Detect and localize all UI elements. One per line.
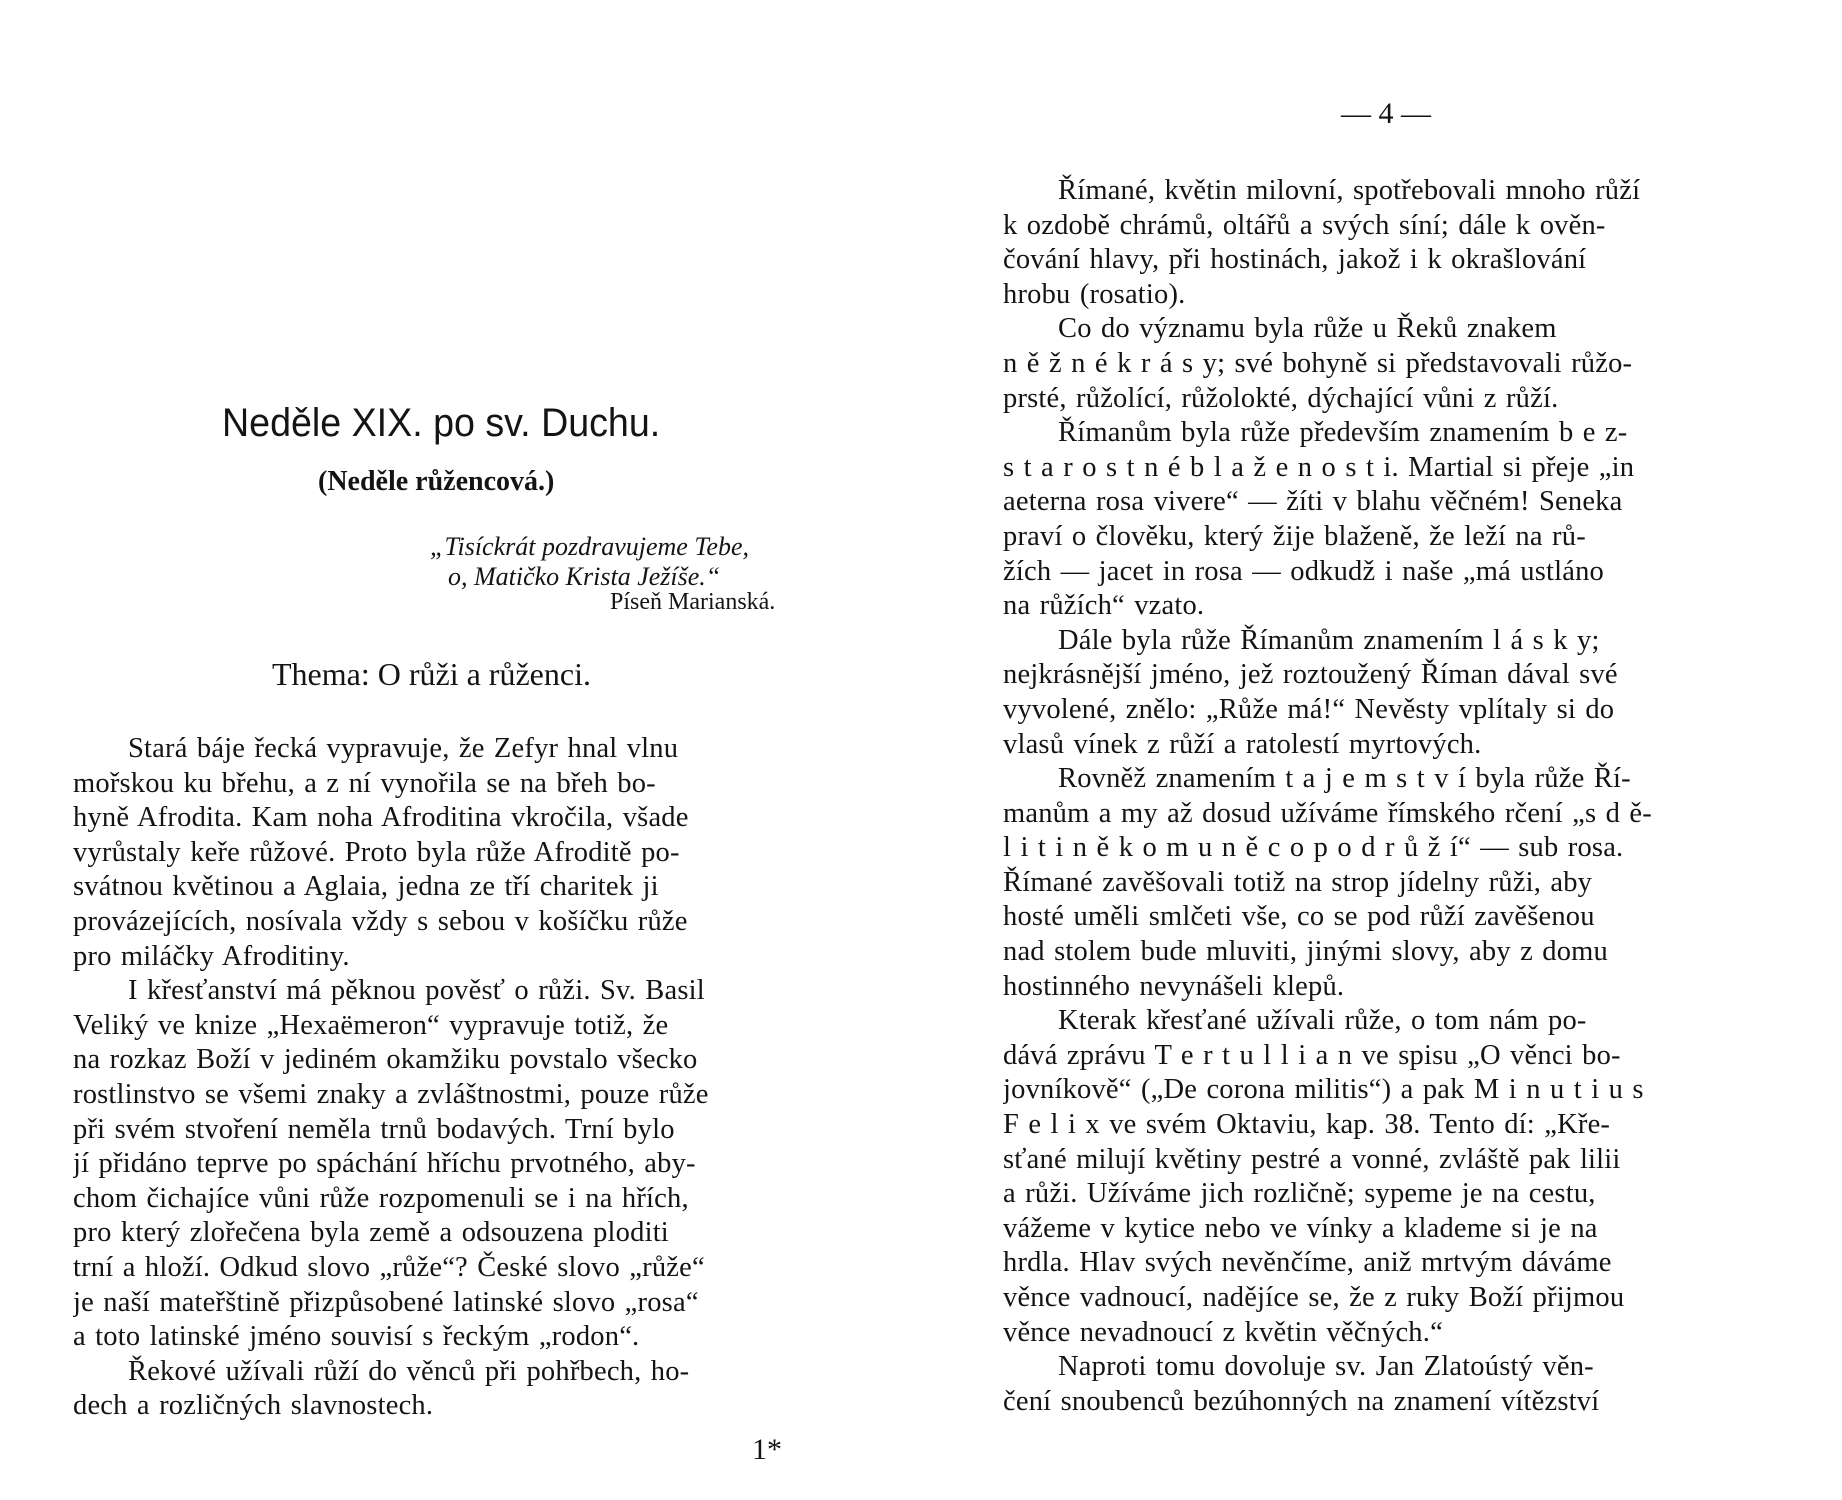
text-line: Kterak křesťané užívali růže, o tom nám po- (1058, 1005, 1587, 1037)
text-line: provázejících, nosívala vždy s sebou v košíčku růže (73, 905, 688, 937)
text-line: jovníkově“ („De corona militis“) a pak M i n u t i u s (1003, 1074, 1644, 1106)
epigraph (430, 532, 860, 592)
text-line: vyrůstaly keře růžové. Proto byla růže Afroditě po- (73, 836, 680, 868)
text-line: rostlinstvo se všemi znaky a zvláštnostmi, pouze růže (73, 1078, 709, 1110)
epigraph-source: Píseň Marianská. (610, 589, 776, 615)
text-line: vyvolené, znělo: „Růže má!“ Nevěsty vplítaly si do (1003, 693, 1615, 725)
text-line: s t a r o s t n é b l a ž e n o s t i. Martial si přeje „in (1003, 451, 1635, 483)
text-line: mořskou ku břehu, a z ní vynořila se na břeh bo- (73, 767, 656, 799)
text-line: Rovněž znamením t a j e m s t v í byla růže Ří- (1058, 763, 1631, 795)
text-line: chom čichajíce vůni růže rozpomenuli se i na hřích, (73, 1182, 689, 1214)
text-line: pro který zlořečena byla země a odsouzena ploditi (73, 1217, 669, 1249)
text-line: na rozkaz Boží v jediném okamžiku povstalo všecko (73, 1044, 698, 1076)
text-line: nad stolem bude mluviti, jinými slovy, aby z domu (1003, 936, 1608, 968)
text-line: Naproti tomu dovoluje sv. Jan Zlatoústý věn- (1058, 1351, 1594, 1383)
text-line: hrdla. Hlav svých nevěnčíme, aniž mrtvým dáváme (1003, 1247, 1612, 1279)
text-line: Římané zavěšovali totiž na strop jídelny růži, aby (1003, 866, 1593, 898)
text-line: praví o člověku, který žije blaženě, že leží na rů- (1003, 520, 1586, 552)
text-line: dává zprávu T e r t u l l i a n ve spisu „O věnci bo- (1003, 1039, 1621, 1071)
text-line: Stará báje řecká vypravuje, že Zefyr hnal vlnu (128, 733, 679, 764)
text-line: pro miláčky Afroditiny. (73, 940, 350, 972)
text-line: vlasů vínek z růží a ratolestí myrtových. (1003, 728, 1482, 760)
text-line: je naší mateřštině přizpůsobené latinské slovo „rosa“ (73, 1286, 699, 1318)
text-line: a růži. Užíváme jich rozličně; sypeme je na cestu, (1003, 1178, 1596, 1210)
text-line: Římanům byla růže především znamením b e z- (1058, 417, 1628, 449)
page-number: — 4 — (1341, 97, 1431, 130)
text-line: na růžích“ vzato. (1003, 590, 1205, 622)
text-line: Veliký ve knize „Hexaëmeron“ vypravuje totiž, že (73, 1009, 669, 1041)
text-line: věnce nevadnoucí z květin věčných.“ (1003, 1316, 1443, 1348)
chapter-subheading: (Neděle růžencová.) (318, 466, 555, 497)
chapter-heading: Neděle XIX. po sv. Duchu. (222, 401, 661, 445)
text-line: svátnou květinou a Aglaia, jedna ze tří charitek ji (73, 871, 659, 903)
text-line: jí přidáno teprve po spáchání hříchu prvotného, aby- (73, 1148, 696, 1180)
text-line: Dále byla růže Římanům znamením l á s k y; (1058, 624, 1600, 656)
text-line: Římané, květin milovní, spotřebovali mnoho růží (1058, 175, 1641, 206)
text-line: vážeme v kytice nebo ve vínky a klademe si je na (1003, 1212, 1598, 1244)
text-line: F e l i x ve svém Oktaviu, kap. 38. Tento dí: „Kře- (1003, 1109, 1611, 1141)
theme-title: Thema: O růži a růženci. (272, 656, 591, 692)
text-line: hrobu (rosatio). (1003, 278, 1186, 310)
text-line: manům a my až dosud užíváme římského rčení „s d ě- (1003, 797, 1652, 829)
text-line: hosté uměli smlčeti vše, co se pod růží zavěšenou (1003, 901, 1595, 933)
text-line: čování hlavy, při hostinách, jakož i k okrašlování (1003, 244, 1587, 276)
text-line: věnce vadnoucí, nadějíce se, že z ruky Boží přijmou (1003, 1282, 1625, 1313)
text-line: Co do významu byla růže u Řeků znakem (1058, 313, 1557, 345)
right-page (921, 0, 1842, 1500)
text-line: při svém stvoření neměla trnů bodavých. Trní bylo (73, 1113, 675, 1145)
text-line: hostinného nevynášeli klepů. (1003, 970, 1345, 1002)
text-line: prsté, růžolící, růžolokté, dýchající vůni z růží. (1003, 382, 1559, 414)
epigraph-line: „Tisíckrát pozdravujeme Tebe, (430, 532, 749, 561)
right-page-text (1003, 174, 1786, 1419)
text-line: Řekové užívali růží do věnců při pohřbech, ho- (128, 1355, 690, 1387)
text-line: trní a hloží. Odkud slovo „růže“? České slovo „růže“ (73, 1251, 705, 1283)
text-line: hyně Afrodita. Kam noha Afroditina vkročila, všade (73, 802, 689, 834)
text-line: nejkrásnější jméno, jež roztoužený Říman dával své (1003, 659, 1618, 691)
text-line: a toto latinské jméno souvisí s řeckým „rodon“. (73, 1321, 640, 1353)
text-line: I křesťanství má pěknou pověsť o růži. Sv. Basil (128, 975, 705, 1007)
signature-mark: 1* (752, 1433, 782, 1466)
text-line: n ě ž n é k r á s y; své bohyně si představovali růžo- (1003, 347, 1633, 379)
text-line: sťané milují květiny pestré a vonné, zvláště pak lilii (1003, 1143, 1621, 1175)
text-line: k ozdobě chrámů, oltářů a svých síní; dále k ověn- (1003, 209, 1606, 241)
left-page-text (73, 732, 859, 1424)
text-line: žích — jacet in rosa — odkudž i naše „má ustláno (1003, 555, 1605, 587)
text-line: dech a rozličných slavnostech. (73, 1390, 434, 1422)
epigraph-line: o, Matičko Krista Ježíše.“ (448, 562, 721, 591)
text-line: čení snoubenců bezúhonných na znamení vítězství (1003, 1385, 1600, 1417)
text-line: aeterna rosa vivere“ — žíti v blahu věčném! Seneka (1003, 486, 1623, 518)
text-line: l i t i n ě k o m u n ě c o p o d r ů ž í“ — sub rosa. (1003, 832, 1624, 864)
